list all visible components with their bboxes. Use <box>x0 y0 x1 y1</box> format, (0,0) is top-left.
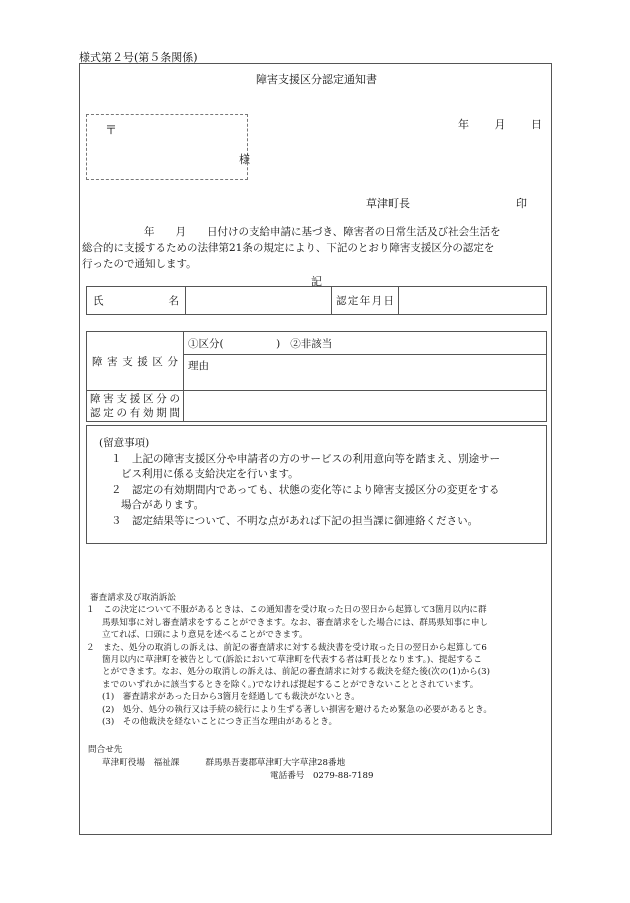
appeal-condition-2: (2) 処分、処分の執行又は手続の続行により生ずる著しい損害を避けるため緊急の必要があるとき。 <box>102 704 492 715</box>
note-1-line1: １ 上記の障害支援区分や申請者の方のサービスの利用意向等を踏まえ、別途サー <box>111 452 501 465</box>
notice-frame <box>79 63 552 835</box>
validity-value <box>184 391 547 422</box>
contact-section <box>88 744 373 783</box>
recipient-address-box <box>86 114 248 180</box>
cert-date-value <box>399 287 547 315</box>
contact-heading: 問合せ先 <box>88 745 123 755</box>
name-label: 氏名 <box>87 287 186 315</box>
form-number-label: 様式第２号(第５条関係) <box>79 51 198 64</box>
note-3: ３ 認定結果等について、不明な点があれば下記の担当課に御連絡ください。 <box>111 514 479 527</box>
name-value <box>186 287 332 315</box>
ki-heading: 記 <box>311 275 322 288</box>
notice-body <box>82 224 550 272</box>
appeal-condition-3: (3) その他裁決を経ないことにつき正当な理由があるとき。 <box>102 717 338 728</box>
note-1-line2: ビス利用に係る支給決定を行います。 <box>121 468 299 480</box>
contact-phone: 電話番号 0279-88-7189 <box>270 771 374 781</box>
notes-box <box>86 425 547 544</box>
date-year: 年 <box>458 118 469 131</box>
reason-label: 理由 <box>188 360 209 372</box>
contact-office-line <box>88 757 373 770</box>
contact-office: 草津町役場 福祉課 <box>102 758 180 768</box>
honorific-sama: 様 <box>239 153 250 166</box>
body-line-2: 総合的に支援するための法律第21条の規定により、下記のとおり障害支援区分の認定を <box>82 242 495 254</box>
date-month: 月 <box>494 118 506 131</box>
issuer-mayor: 草津町長 <box>366 197 410 210</box>
note-2-line2: 場合があります。 <box>121 499 205 511</box>
contact-address: 群馬県吾妻郡草津町大字草津28番地 <box>205 758 346 768</box>
appeal-p2-line1: ２ また、処分の取消しの訴えは、前記の審査請求に対する裁決書を受け取った日の翌日から起算して6 <box>86 642 487 653</box>
validity-label-line1: 障害支援区分の <box>90 393 180 405</box>
appeal-p2-line3: とができます。なお、処分の取消しの訴えは、前記の審査請求に対する裁決を経た後(次の(1)から(3) <box>102 667 490 678</box>
option-category: ①区分( ) <box>188 337 281 350</box>
date-day: 日 <box>531 118 542 131</box>
note-2-line1: ２ 認定の有効期間内であっても、状態の変化等により障害支援区分の変更をする <box>111 483 500 496</box>
name-table <box>86 286 547 315</box>
notes-heading: (留意事項) <box>99 437 150 449</box>
body-line-3: 行ったので通知します。 <box>82 258 197 270</box>
issue-date <box>458 116 542 132</box>
seal-mark: 印 <box>516 197 527 210</box>
appeal-p2-line2: 箇月以内に草津町を被告として(訴訟において草津町を代表する者は町長となります。)、提起するこ <box>102 655 482 666</box>
body-line-1: 年 月 日付けの支給申請に基づき、障害者の日常生活及び社会生活を <box>144 226 501 238</box>
appeal-heading: 審査請求及び取消訴訟 <box>90 593 176 603</box>
appeal-p1-line1: １ この決定について不服があるときは、この通知書を受け取った日の翌日から起算して3箇月以内に群 <box>86 605 487 616</box>
validity-label <box>87 391 184 422</box>
appeal-condition-1: (1) 審査請求があった日から3箇月を経過しても裁決がないとき。 <box>102 692 360 703</box>
category-options <box>184 332 547 355</box>
appeal-p1-line2: 馬県知事に対し審査請求をすることができます。なお、審査請求をした場合には、群馬県知事に申し <box>102 617 489 628</box>
appeal-section <box>86 592 548 728</box>
reason-cell <box>184 355 547 391</box>
category-label: 障害支援区分 <box>87 332 184 391</box>
validity-label-line2: 認定の有効期間 <box>90 407 180 419</box>
appeal-p1-line3: 立てれば、口頭により意見を述べることができます。 <box>102 630 308 641</box>
option-not-applicable: ②非該当 <box>290 337 333 350</box>
support-category-table <box>86 331 547 422</box>
postal-mark: 〒 <box>105 123 118 137</box>
document-title: 障害支援区分認定通知書 <box>256 73 377 86</box>
appeal-p2-line4: までのいずれかに該当するときを除く。)でなければ提起することができないこととされています。 <box>102 679 479 690</box>
cert-date-label: 認定年月日 <box>332 287 399 315</box>
